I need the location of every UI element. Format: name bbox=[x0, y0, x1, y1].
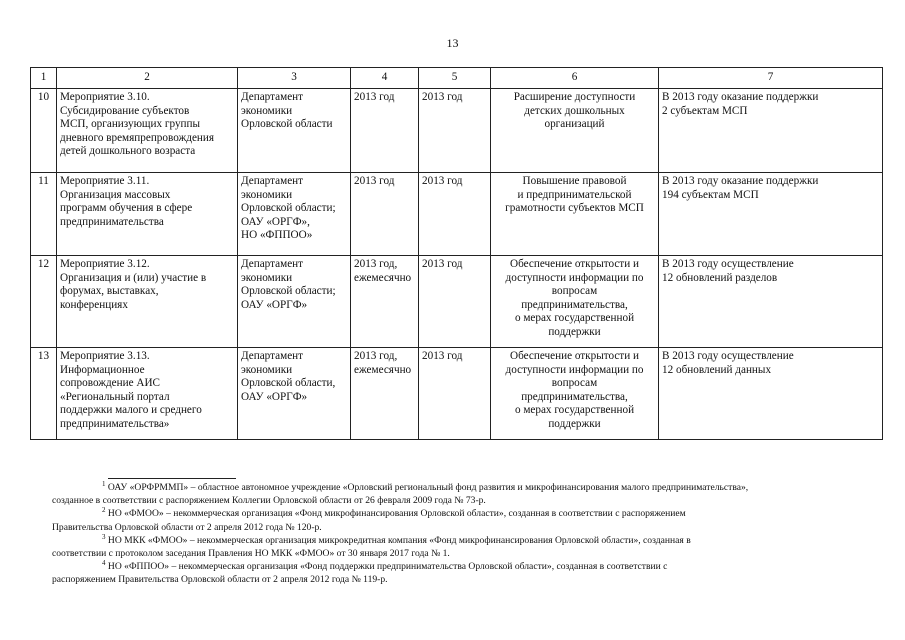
expected-result-cell bbox=[491, 89, 659, 173]
cell-text-line: Обеспечение открытости и bbox=[510, 258, 639, 270]
end-date-cell bbox=[419, 173, 491, 256]
footnote bbox=[52, 507, 852, 533]
cell-text-line: экономики bbox=[241, 104, 293, 117]
cell-text-line: предпринимательства, bbox=[521, 298, 628, 311]
cell-text-line: форумах, выставках, bbox=[60, 285, 159, 298]
start-date-cell bbox=[351, 256, 419, 348]
cell-text-line: Субсидирование субъектов bbox=[60, 104, 190, 117]
cell-text-line: Обеспечение открытости и bbox=[510, 350, 639, 362]
cell-text-line: Организация массовых bbox=[60, 188, 171, 201]
cell-text-line: о мерах государственной bbox=[514, 312, 635, 325]
page-number: 13 bbox=[446, 36, 459, 50]
cell-text-line: 2013 год, bbox=[354, 258, 398, 270]
cell-text-line: детских дошкольных bbox=[524, 104, 625, 117]
cell-text-line: Организация и (или) участие в bbox=[60, 271, 207, 284]
cell-text-line: дневного времяпрепровождения bbox=[60, 131, 215, 144]
table-row bbox=[31, 348, 883, 440]
cell-text-line: Департамент bbox=[241, 350, 304, 362]
cell-text-line: 194 субъектам МСП bbox=[662, 188, 759, 201]
cell-text-line: ежемесячно bbox=[354, 363, 412, 376]
footnote-line: $^1$ ОАУ «ОРФРММП» – областное автономное учреждение «Орловский региональный фонд развития и микрофинансирования малого предпринимательства», bbox=[102, 479, 749, 493]
indicator-cell bbox=[659, 89, 883, 173]
end-date-cell bbox=[419, 89, 491, 173]
table-row bbox=[31, 173, 883, 256]
cell-text-line: организаций bbox=[544, 118, 605, 131]
footnote-line: созданное в соответствии с распоряжением Коллегии Орловской области от 26 февраля 2009 года № 73-р. bbox=[52, 495, 486, 507]
executor-cell bbox=[238, 89, 351, 173]
executor-cell bbox=[238, 256, 351, 348]
cell-text-line: 2013 год bbox=[354, 175, 395, 187]
measure-cell bbox=[57, 256, 238, 348]
indicator-cell bbox=[659, 173, 883, 256]
cell-text-line: поддержки bbox=[548, 325, 601, 338]
column-number-6: 6 bbox=[491, 68, 659, 89]
cell-text-line: поддержки bbox=[548, 417, 601, 430]
executor-cell bbox=[238, 348, 351, 440]
cell-text-line: 2013 год, bbox=[354, 350, 398, 362]
column-number-4: 4 bbox=[351, 68, 419, 89]
cell-text-line: 12 обновлений данных bbox=[662, 363, 772, 376]
cell-text-line: «Региональный портал bbox=[60, 390, 170, 403]
cell-text-line: Орловской области bbox=[241, 118, 333, 131]
cell-text-line: Мероприятие 3.10. bbox=[60, 91, 150, 103]
row-number-cell: 13 bbox=[31, 348, 57, 440]
footnote-line: $^3$ НО МКК «ФМОО» – некоммерческая организация микрокредитная компания «Фонд микрофинансирования Орловской области», созданная в bbox=[102, 532, 691, 546]
cell-text-line: ОАУ «ОРГФ» bbox=[241, 298, 308, 311]
measures-table bbox=[30, 67, 883, 440]
cell-text-line: В 2013 году оказание поддержки bbox=[662, 91, 819, 103]
cell-text-line: предпринимательства» bbox=[60, 417, 170, 430]
table-header-row bbox=[31, 68, 883, 89]
cell-text-line: экономики bbox=[241, 188, 293, 201]
footnote-mark: 2 bbox=[102, 506, 106, 515]
footnote-line: соответствии с протоколом заседания Правления НО МКК «ФМОО» от 30 января 2017 года № 1. bbox=[52, 548, 450, 560]
cell-text-line: МСП, организующих группы bbox=[60, 118, 201, 131]
cell-text-line: вопросам bbox=[551, 285, 598, 298]
cell-text-line: доступности информации по bbox=[505, 271, 644, 284]
cell-text-line: НО «ФППОО» bbox=[241, 229, 313, 242]
cell-text-line: Расширение доступности bbox=[513, 91, 636, 103]
cell-text-line: Орловской области, bbox=[241, 377, 336, 390]
cell-text-line: В 2013 году осуществление bbox=[662, 258, 794, 270]
footnote-separator bbox=[108, 478, 236, 479]
cell-text-line: Повышение правовой bbox=[522, 175, 627, 187]
cell-text-line: Департамент bbox=[241, 258, 304, 270]
footnote bbox=[52, 534, 852, 560]
cell-text-line: Мероприятие 3.12. bbox=[60, 258, 150, 270]
cell-text-line: Мероприятие 3.13. bbox=[60, 350, 150, 362]
row-number-cell: 10 bbox=[31, 89, 57, 173]
indicator-cell bbox=[659, 348, 883, 440]
executor-cell bbox=[238, 173, 351, 256]
footnote-mark: 1 bbox=[102, 479, 106, 488]
start-date-cell bbox=[351, 173, 419, 256]
cell-text-line: 2013 год bbox=[422, 350, 463, 362]
cell-text-line: Департамент bbox=[241, 91, 304, 103]
end-date-cell bbox=[419, 256, 491, 348]
cell-text-line: экономики bbox=[241, 271, 293, 284]
indicator-cell bbox=[659, 256, 883, 348]
footnote-line: $^4$ НО «ФППОО» – некоммерческая организация «Фонд поддержки предпринимательства Орловской области», созданная в соответствии с bbox=[102, 559, 668, 573]
table-row bbox=[31, 89, 883, 173]
expected-result-cell bbox=[491, 173, 659, 256]
start-date-cell bbox=[351, 89, 419, 173]
cell-text-line: ОАУ «ОРГФ» bbox=[241, 390, 308, 403]
cell-text-line: В 2013 году оказание поддержки bbox=[662, 175, 819, 187]
cell-text-line: Департамент bbox=[241, 175, 304, 187]
footnote-line: распоряжением Правительства Орловской области от 2 апреля 2012 года № 119-р. bbox=[52, 574, 388, 586]
cell-text-line: грамотности субъектов МСП bbox=[505, 202, 644, 215]
cell-text-line: программ обучения в сфере bbox=[60, 202, 193, 215]
cell-text-line: 2013 год bbox=[354, 91, 395, 103]
cell-text-line: предпринимательства bbox=[60, 215, 164, 228]
cell-text-line: экономики bbox=[241, 363, 293, 376]
cell-text-line: Информационное bbox=[60, 363, 145, 376]
cell-text-line: сопровождение АИС bbox=[60, 377, 160, 390]
footnote-line: Правительства Орловской области от 2 апреля 2012 года № 120-р. bbox=[52, 521, 322, 533]
cell-text-line: ОАУ «ОРГФ», bbox=[241, 215, 310, 228]
footnote bbox=[52, 481, 852, 507]
start-date-cell bbox=[351, 348, 419, 440]
cell-text-line: В 2013 году осуществление bbox=[662, 350, 794, 362]
cell-text-line: предпринимательства, bbox=[521, 390, 628, 403]
footnote bbox=[52, 560, 852, 586]
cell-text-line: 2013 год bbox=[422, 91, 463, 103]
footnotes bbox=[52, 481, 852, 587]
measure-cell bbox=[57, 348, 238, 440]
end-date-cell bbox=[419, 348, 491, 440]
cell-text-line: конференциях bbox=[60, 298, 128, 311]
expected-result-cell bbox=[491, 348, 659, 440]
cell-text-line: 2 субъектам МСП bbox=[662, 104, 748, 117]
cell-text-line: Орловской области; bbox=[241, 285, 336, 298]
measure-cell bbox=[57, 89, 238, 173]
column-number-2: 2 bbox=[57, 68, 238, 89]
row-number-cell: 11 bbox=[31, 173, 57, 256]
cell-text-line: 2013 год bbox=[422, 258, 463, 270]
cell-text-line: поддержки малого и среднего bbox=[60, 404, 202, 417]
footnote-mark: 4 bbox=[102, 559, 106, 568]
column-number-7: 7 bbox=[659, 68, 883, 89]
footnote-line: $^2$ НО «ФМОО» – некоммерческая организация «Фонд микрофинансирования Орловской области», созданная в соответствии с распоряжением bbox=[102, 506, 686, 520]
row-number-cell: 12 bbox=[31, 256, 57, 348]
cell-text-line: детей дошкольного возраста bbox=[60, 145, 196, 158]
measure-cell bbox=[57, 173, 238, 256]
cell-text-line: Мероприятие 3.11. bbox=[60, 175, 150, 187]
column-number-1: 1 bbox=[31, 68, 57, 89]
column-number-3: 3 bbox=[238, 68, 351, 89]
column-number-5: 5 bbox=[419, 68, 491, 89]
cell-text-line: доступности информации по bbox=[505, 363, 644, 376]
table-row bbox=[31, 256, 883, 348]
cell-text-line: 12 обновлений разделов bbox=[662, 271, 778, 284]
expected-result-cell bbox=[491, 256, 659, 348]
cell-text-line: вопросам bbox=[551, 377, 598, 390]
cell-text-line: 2013 год bbox=[422, 175, 463, 187]
cell-text-line: Орловской области; bbox=[241, 202, 336, 215]
cell-text-line: ежемесячно bbox=[354, 271, 412, 284]
cell-text-line: и предпринимательской bbox=[517, 188, 632, 201]
footnote-mark: 3 bbox=[102, 532, 106, 541]
cell-text-line: о мерах государственной bbox=[514, 404, 635, 417]
